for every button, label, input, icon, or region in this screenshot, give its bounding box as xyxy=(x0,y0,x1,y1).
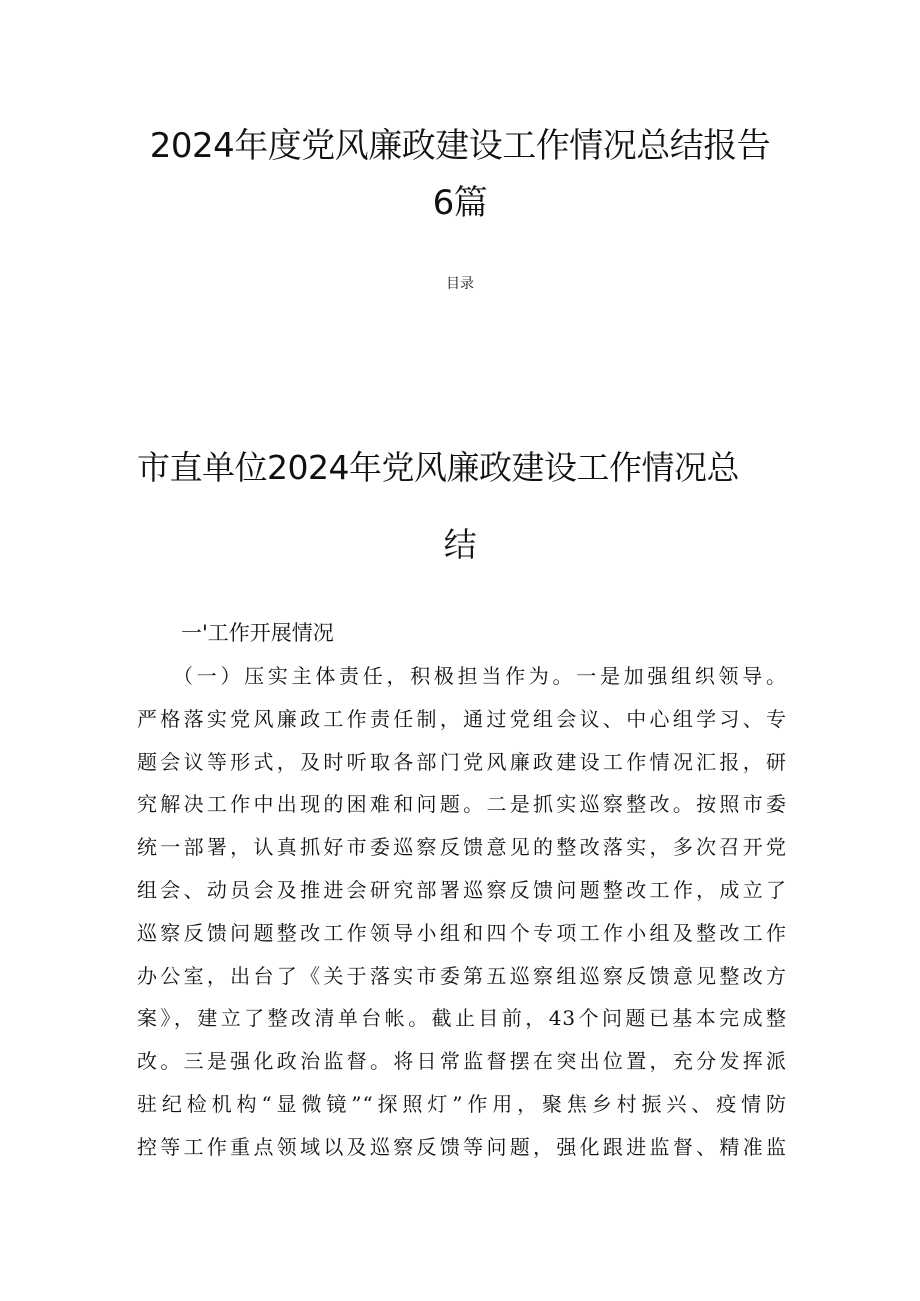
section-title-line-2: 结 xyxy=(443,525,477,564)
section-heading: 一'工作开展情况 xyxy=(181,621,334,645)
section-title-line-1: 市直单位2024年党风廉政建设工作情况总 xyxy=(137,448,739,487)
paragraph-line: 题会议等形式，及时听取各部门党风廉政建设工作情况汇报，研 xyxy=(137,749,787,774)
paragraph-line: 巡察反馈问题整改工作领导小组和四个专项工作小组及整改工作 xyxy=(137,920,787,945)
paragraph-line: 组会、动员会及推进会研究部署巡察反馈问题整改工作，成立了 xyxy=(137,877,787,902)
document-title-line-1: 2024年度党风廉政建设工作情况总结报告 xyxy=(149,126,771,166)
paragraph-line: 统一部署，认真抓好市委巡察反馈意见的整改落实，多次召开党 xyxy=(137,835,787,860)
paragraph-line: 办公室，出台了《关于落实市委第五巡察组巡察反馈意见整改方 xyxy=(137,963,787,988)
paragraph-line: 案》，建立了整改清单台帐。截止目前，43个问题已基本完成整 xyxy=(137,1006,787,1031)
paragraph-line: 改。三是强化政治监督。将日常监督摆在突出位置，充分发挥派 xyxy=(137,1049,787,1074)
paragraph-line: 控等工作重点领域以及巡察反馈等问题，强化跟进监督、精准监 xyxy=(137,1134,787,1159)
paragraph-line: （一）压实主体责任，积极担当作为。一是加强组织领导。 xyxy=(173,664,787,688)
paragraph-line: 究解决工作中出现的困难和问题。二是抓实巡察整改。按照市委 xyxy=(137,792,787,817)
paragraph-line: 驻纪检机构“显微镜”“探照灯”作用，聚焦乡村振兴、疫情防 xyxy=(137,1091,787,1116)
body-paragraph xyxy=(137,655,787,1169)
paragraph-line: 严格落实党风廉政工作责任制，通过党组会议、中心组学习、专 xyxy=(137,706,787,731)
document-title-line-2: 6篇 xyxy=(432,183,488,223)
table-of-contents-label: 目录 xyxy=(446,276,474,292)
